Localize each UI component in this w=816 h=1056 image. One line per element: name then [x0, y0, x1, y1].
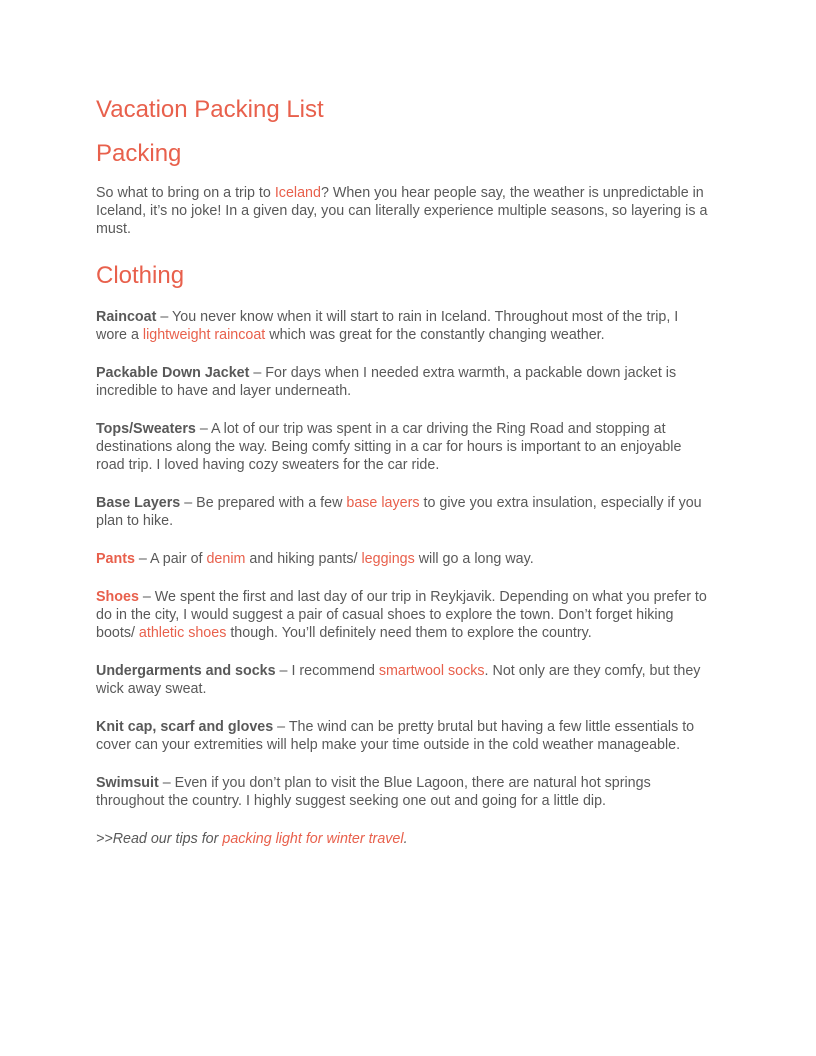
- item-label: Knit cap, scarf and gloves: [96, 719, 274, 735]
- item-text-cont: . Not only are they comfy, but they wick away sweat.: [96, 663, 701, 697]
- item-label: Undergarments and socks: [96, 663, 276, 679]
- item-label: Raincoat: [96, 309, 157, 325]
- item-swimsuit: [96, 774, 708, 810]
- intro-text-cont: ? When you hear people say, the weather is unpredictable in Iceland, it’s no joke! In a given day, you can literally experience multiple seasons, so layering is a must.: [96, 185, 708, 237]
- item-text-cont: which was great for the constantly changing weather.: [265, 327, 605, 343]
- item-text-end: will go a long way.: [414, 551, 534, 567]
- packing-light-link[interactable]: packing light for winter travel: [222, 831, 404, 847]
- smartwool-socks-link[interactable]: smartwool socks: [378, 663, 485, 679]
- item-label: Packable Down Jacket: [96, 365, 250, 381]
- item-label: Pants: [96, 551, 135, 567]
- item-raincoat: [96, 308, 708, 344]
- item-text: – A lot of our trip was spent in a car driving the Ring Road and stopping at destinations along the way. Being comfy sitting in a car for hours is important to an enjoyable road trip. I loved having cozy sweaters for the car ride.: [96, 421, 682, 473]
- item-shoes: [96, 588, 708, 642]
- closing-text-end: .: [403, 831, 408, 847]
- denim-link[interactable]: denim: [206, 551, 246, 567]
- item-text: – I recommend: [275, 663, 379, 679]
- document-title: Vacation Packing List: [96, 96, 324, 123]
- athletic-shoes-link[interactable]: athletic shoes: [138, 625, 227, 641]
- item-knit-cap: [96, 718, 708, 754]
- item-label: Shoes: [96, 589, 139, 605]
- item-pants: [96, 550, 708, 568]
- base-layers-link[interactable]: base layers: [346, 495, 420, 511]
- item-text: – The wind can be pretty brutal but having a few little essentials to cover can your extremities will help make your time outside in the cold weather manageable.: [96, 719, 695, 753]
- item-text-cont: though. You’ll definitely need them to explore the country.: [226, 625, 592, 641]
- item-undergarments: [96, 662, 708, 698]
- leggings-link[interactable]: leggings: [361, 551, 415, 567]
- item-text: – Be prepared with a few: [180, 495, 347, 511]
- clothing-heading: Clothing: [96, 262, 185, 289]
- item-text: – You never know when it will start to rain in Iceland. Throughout most of the trip, I wore a: [96, 309, 679, 343]
- closing-text: >>Read our tips for: [96, 831, 223, 847]
- document-body: [96, 92, 708, 848]
- item-text: – A pair of: [134, 551, 207, 567]
- intro-text: So what to bring on a trip to: [96, 185, 275, 201]
- item-tops-sweaters: [96, 420, 708, 474]
- intro-paragraph: [96, 184, 708, 238]
- item-down-jacket: [96, 364, 708, 400]
- iceland-link[interactable]: Iceland: [274, 185, 321, 201]
- item-text: – We spent the first and last day of our trip in Reykjavik. Depending on what you prefer to do in the city, I would suggest a pair of casual shoes to explore the town. Don’t forget hiking boots/: [96, 589, 707, 641]
- item-text: – For days when I needed extra warmth, a packable down jacket is incredible to have and layer underneath.: [96, 365, 677, 399]
- item-label: Swimsuit: [96, 775, 159, 791]
- item-text-cont: and hiking pants/: [245, 551, 362, 567]
- item-text-cont: to give you extra insulation, especially if you plan to hike.: [96, 495, 702, 529]
- item-label: Base Layers: [96, 495, 181, 511]
- item-base-layers: [96, 494, 708, 530]
- item-text: – Even if you don’t plan to visit the Blue Lagoon, there are natural hot springs throughout the country. I highly suggest seeking one out and going for a little dip.: [96, 775, 651, 809]
- closing-paragraph: [96, 830, 708, 848]
- item-label: Tops/Sweaters: [96, 421, 196, 437]
- packing-heading: Packing: [96, 140, 182, 167]
- lightweight-raincoat-link[interactable]: lightweight raincoat: [142, 327, 266, 343]
